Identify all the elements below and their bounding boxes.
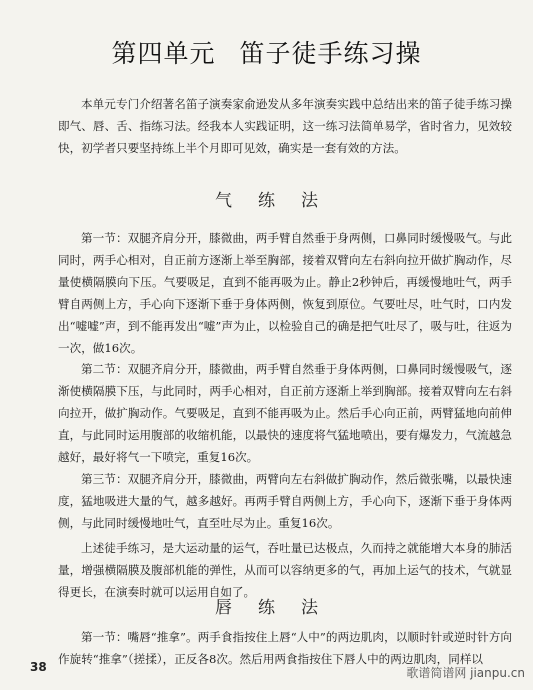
breath-paragraph-1: 第一节：双腿齐肩分开，膝微曲，两手臂自然垂于身两侧，口鼻同时缓慢吸气。与此同时，两手心相对，自正前方逐渐上举至胸部，接着双臂向左右斜向拉开做扩胸动作，尽量使横隔膜向下压。气要吸足，直到不能再吸为止。静止2秒钟后，再缓慢地吐气，两手臂自两侧上方，手心向下逐渐下垂于身体两侧，恢复到原位。气要吐尽，吐气时，口内发出“嘘嘘”声，到不能再发出“嘘”声为止，以检验自己的确是把气吐尽了，吸与吐，往返为一次，做16次。 — [58, 231, 512, 355]
title-unit: 第四单元 — [111, 39, 216, 68]
breath-paragraph-2: 第二节：双腿齐肩分开，膝微曲，两手臂自然垂于身体两侧，口鼻同时缓慢吸气，逐渐使横隔膜下压，与此同时，两手心相对，自正前方逐渐上举到胸部。接着双臂向左右斜向拉开，做扩胸动作。气要吸足，直到不能再吸为止。然后手心向正前，两臂猛地向前伸直，与此同时运用腹部的收缩机能，以最快的速度将气猛地喷出，要有爆发力，气流越急越好，最好将气一下喷完，重复16次。 — [58, 362, 512, 464]
breath-paragraph-3: 第三节：双腿齐肩分开，膝微曲，两臂向左右斜做扩胸动作，然后微张嘴，以最快速度，猛地吸进大量的气，越多越好。再两手臂自两侧上方，手心向下，逐渐下垂于身体两侧，与此同时缓慢地吐气，直至吐尽为止。重复16次。 — [58, 472, 512, 530]
breath-summary-paragraph: 上述徒手练习，是大运动量的运气，吞吐量已达极点，久而持之就能增大本身的肺活量，增强横隔膜及腹部机能的弹性，从而可以容纳更多的气，再加上运气的技术，气就显得更长，在演奏时就可以运用自如了。 — [58, 541, 512, 599]
intro-paragraph: 本单元专门介绍著名笛子演奏家俞逊发从多年演奏实践中总结出来的笛子徒手练习操即气、唇、舌、指练习法。经我本人实践证明，这一练习法简单易学，省时省力，见效较快，初学者只要坚持练上半个月即可见效，确实是一套有效的方法。 — [58, 97, 512, 155]
title-topic: 笛子徒手练习操 — [239, 39, 422, 68]
page-title — [0, 34, 533, 70]
section-heading-lips: 唇练法 — [215, 598, 344, 618]
section-heading-breath: 气练法 — [215, 191, 344, 211]
lips-paragraph-1: 第一节：嘴唇“推拿”。两手食指按住上唇“人中”的两边肌肉，以顺时针或逆时针方向作旋转“推拿”（搓揉），正反各8次。然后用两食指按住下唇人中的两边肌肉，同样以 — [58, 630, 512, 666]
page-number: 38 — [30, 660, 47, 674]
watermark-text: 歌谱简谱网 jianpu.cn — [406, 666, 525, 680]
